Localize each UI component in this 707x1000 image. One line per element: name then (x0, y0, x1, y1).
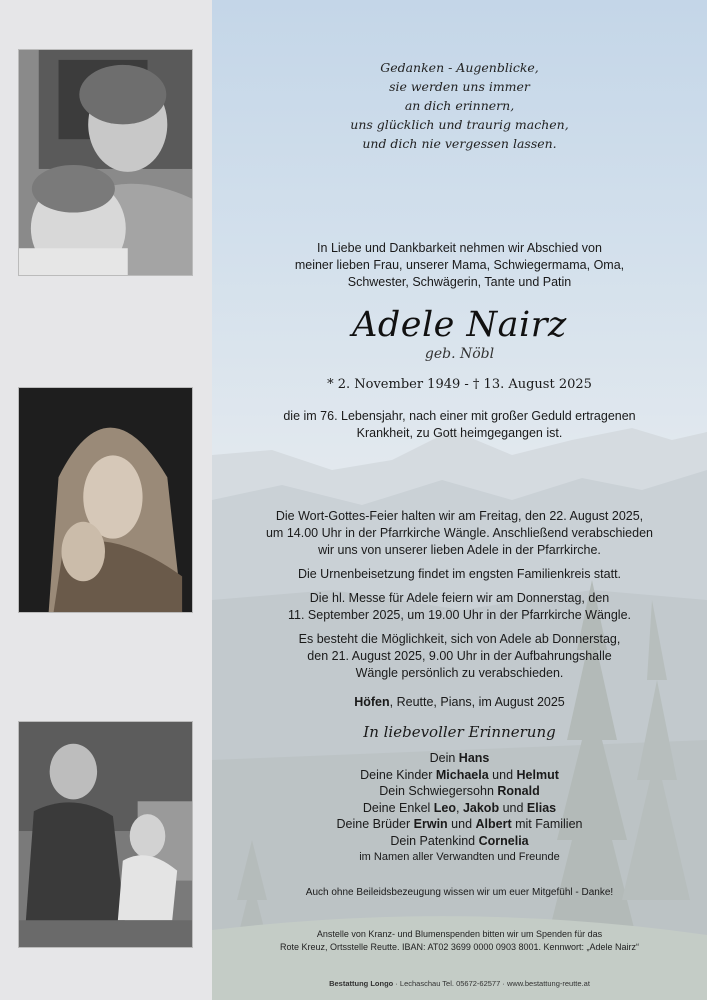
service-line: Es besteht die Möglichkeit, sich von Adele ab Donnerstag, (298, 632, 621, 646)
service-line: Die Wort-Gottes-Feier halten wir am Freitag, den 22. August 2025, (275, 509, 644, 523)
service-line: Die hl. Messe für Adele feiern wir am Donnerstag, den (309, 591, 610, 605)
life-dates: * 2. November 1949 - † 13. August 2025 (327, 377, 592, 392)
mourner-line: Deine Enkel Leo, Jakob und Elias (362, 800, 557, 815)
mourner-line: Deine Kinder Michaela und Helmut (360, 767, 559, 782)
photo-column (0, 0, 212, 1000)
service-line: wir uns von unserer lieben Adele in der Pfarrkirche. (318, 543, 601, 557)
passing-line: die im 76. Lebensjahr, nach einer mit großer Geduld ertragenen (283, 409, 636, 423)
mourner-line: Dein Hans (429, 751, 490, 765)
service-line: Wängle persönlich zu verabschieden. (355, 666, 564, 680)
service-line: Die Urnenbeisetzung findet im engsten Familienkreis statt. (297, 567, 622, 581)
photo-young-woman (18, 387, 193, 613)
memory-title: In liebevoller Erinnerung (363, 723, 556, 741)
undertaker-contact: · Lechaschau Tel. 05672-62577 · www.bestattung-reutte.at (393, 979, 590, 988)
poem (212, 58, 707, 153)
mourner-line: im Namen aller Verwandten und Freunde (359, 851, 560, 863)
poem-line: an dich erinnern, (404, 98, 515, 113)
place-and-date (212, 694, 707, 711)
obituary-text (212, 0, 707, 1000)
mass-paragraph (212, 590, 707, 624)
mourner-line: Deine Brüder Erwin und Albert mit Familien (336, 817, 583, 831)
place-rest: , Reutte, Pians, im August 2025 (389, 695, 565, 709)
poem-line: Gedanken - Augenblicke, (380, 60, 539, 75)
viewing-paragraph (212, 631, 707, 682)
service-line: den 21. August 2025, 9.00 Uhr in der Aufbahrungshalle (307, 649, 612, 663)
service-line: um 14.00 Uhr in der Pfarrkirche Wängle. Anschließend verabschieden (265, 526, 653, 540)
mourner-line: Dein Patenkind Cornelia (390, 833, 529, 848)
photo-grandmother-with-child (18, 49, 193, 276)
thanks-note: Auch ohne Beileidsbezeugung wissen wir um euer Mitgefühl - Danke! (305, 887, 614, 898)
service-line: 11. September 2025, um 19.00 Uhr in der Pfarrkirche Wängle. (288, 608, 631, 622)
donation-note (212, 928, 707, 954)
passing-text (212, 408, 707, 442)
undertaker-footer (212, 978, 707, 989)
intro-line: Schwester, Schwägerin, Tante und Patin (347, 275, 572, 289)
intro-line: meiner lieben Frau, unserer Mama, Schwiegermama, Oma, (294, 258, 625, 272)
donation-line: Rote Kreuz, Ortsstelle Reutte. IBAN: AT02 3699 0000 0903 8001. Kennwort: „Adele Nairz“ (279, 942, 640, 952)
mourners-list (212, 750, 707, 866)
passing-line: Krankheit, zu Gott heimgegangen ist. (356, 426, 563, 440)
deceased-name: Adele Nairz (352, 305, 567, 345)
poem-line: uns glücklich und traurig machen, (350, 117, 569, 132)
intro-text (212, 240, 707, 291)
service-info (212, 508, 707, 689)
maiden-name: geb. Nöbl (424, 346, 495, 362)
poem-line: sie werden uns immer (389, 79, 530, 94)
undertaker-name: Bestattung Longo (329, 979, 394, 988)
poem-line: und dich nie vergessen lassen. (362, 136, 557, 151)
urn-burial-paragraph (212, 566, 707, 583)
intro-line: In Liebe und Dankbarkeit nehmen wir Abschied von (317, 241, 602, 255)
place-town: Höfen (354, 695, 390, 709)
mourner-line: Dein Schwiegersohn Ronald (379, 784, 540, 798)
funeral-service-paragraph (212, 508, 707, 559)
photo-older-woman-with-baby (18, 721, 193, 948)
donation-line: Anstelle von Kranz- und Blumenspenden bitten wir um Spenden für das (316, 929, 603, 939)
